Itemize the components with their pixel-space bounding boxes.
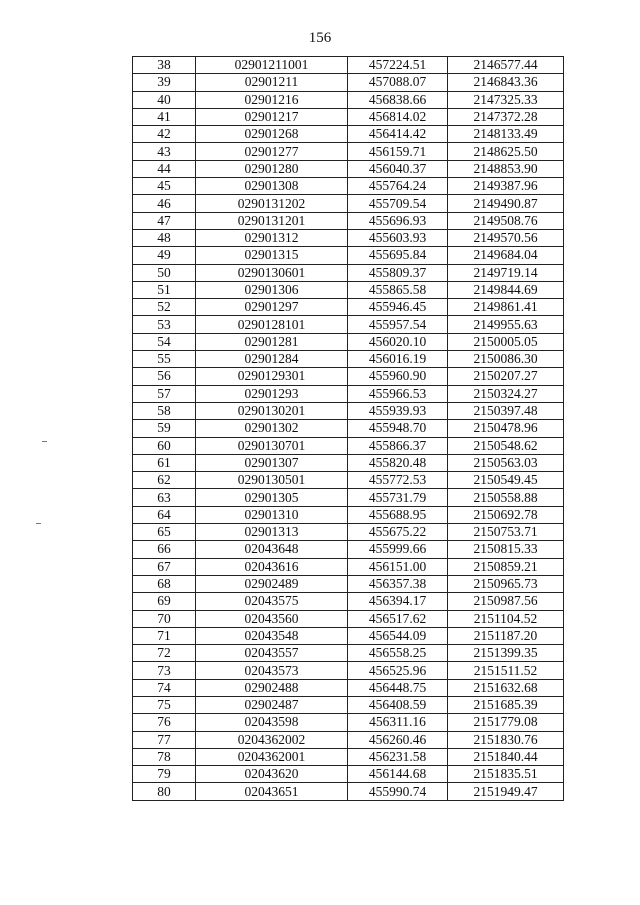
x-coordinate-cell: 456020.10 [348, 333, 448, 350]
point-id-cell: 02043548 [196, 627, 348, 644]
point-id-cell: 02901313 [196, 524, 348, 541]
point-id-cell: 02043573 [196, 662, 348, 679]
point-id-cell: 02901312 [196, 229, 348, 246]
y-coordinate-cell: 2150478.96 [448, 420, 564, 437]
x-coordinate-cell: 457224.51 [348, 57, 448, 74]
y-coordinate-cell: 2151949.47 [448, 783, 564, 800]
x-coordinate-cell: 456311.16 [348, 714, 448, 731]
y-coordinate-cell: 2150086.30 [448, 351, 564, 368]
table-row [133, 748, 564, 765]
table-row [133, 333, 564, 350]
y-coordinate-cell: 2150207.27 [448, 368, 564, 385]
y-coordinate-cell: 2149570.56 [448, 229, 564, 246]
row-number-cell: 53 [133, 316, 196, 333]
x-coordinate-cell: 455688.95 [348, 506, 448, 523]
row-number-cell: 64 [133, 506, 196, 523]
y-coordinate-cell: 2146843.36 [448, 74, 564, 91]
x-coordinate-cell: 457088.07 [348, 74, 448, 91]
y-coordinate-cell: 2150859.21 [448, 558, 564, 575]
x-coordinate-cell: 455957.54 [348, 316, 448, 333]
y-coordinate-cell: 2151830.76 [448, 731, 564, 748]
x-coordinate-cell: 456448.75 [348, 679, 448, 696]
table-row [133, 645, 564, 662]
point-id-cell: 02043557 [196, 645, 348, 662]
x-coordinate-cell: 456525.96 [348, 662, 448, 679]
row-number-cell: 61 [133, 454, 196, 471]
y-coordinate-cell: 2150563.03 [448, 454, 564, 471]
y-coordinate-cell: 2150549.45 [448, 472, 564, 489]
y-coordinate-cell: 2151399.35 [448, 645, 564, 662]
point-id-cell: 02901293 [196, 385, 348, 402]
row-number-cell: 45 [133, 178, 196, 195]
table-row [133, 558, 564, 575]
point-id-cell: 0290131201 [196, 212, 348, 229]
row-number-cell: 49 [133, 247, 196, 264]
x-coordinate-cell: 456357.38 [348, 575, 448, 592]
row-number-cell: 78 [133, 748, 196, 765]
x-coordinate-cell: 455966.53 [348, 385, 448, 402]
row-number-cell: 56 [133, 368, 196, 385]
point-id-cell: 0290128101 [196, 316, 348, 333]
x-coordinate-cell: 455865.58 [348, 281, 448, 298]
row-number-cell: 41 [133, 108, 196, 125]
x-coordinate-cell: 456016.19 [348, 351, 448, 368]
point-id-cell: 02901216 [196, 91, 348, 108]
x-coordinate-cell: 456414.42 [348, 126, 448, 143]
point-id-cell: 02901211001 [196, 57, 348, 74]
table-row [133, 385, 564, 402]
x-coordinate-cell: 455948.70 [348, 420, 448, 437]
row-number-cell: 62 [133, 472, 196, 489]
margin-mark [42, 441, 47, 442]
y-coordinate-cell: 2151840.44 [448, 748, 564, 765]
point-id-cell: 02043560 [196, 610, 348, 627]
row-number-cell: 50 [133, 264, 196, 281]
table-row [133, 247, 564, 264]
table-row [133, 281, 564, 298]
point-id-cell: 0204362002 [196, 731, 348, 748]
y-coordinate-cell: 2149861.41 [448, 299, 564, 316]
x-coordinate-cell: 456394.17 [348, 593, 448, 610]
point-id-cell: 02902488 [196, 679, 348, 696]
table-row [133, 351, 564, 368]
y-coordinate-cell: 2150965.73 [448, 575, 564, 592]
table-row [133, 575, 564, 592]
point-id-cell: 02901306 [196, 281, 348, 298]
row-number-cell: 58 [133, 402, 196, 419]
y-coordinate-cell: 2150753.71 [448, 524, 564, 541]
row-number-cell: 72 [133, 645, 196, 662]
y-coordinate-cell: 2149508.76 [448, 212, 564, 229]
row-number-cell: 79 [133, 766, 196, 783]
table-row [133, 714, 564, 731]
x-coordinate-cell: 455764.24 [348, 178, 448, 195]
x-coordinate-cell: 455820.48 [348, 454, 448, 471]
row-number-cell: 65 [133, 524, 196, 541]
table-row [133, 541, 564, 558]
y-coordinate-cell: 2149387.96 [448, 178, 564, 195]
table-row [133, 195, 564, 212]
x-coordinate-cell: 456151.00 [348, 558, 448, 575]
row-number-cell: 46 [133, 195, 196, 212]
point-id-cell: 02043598 [196, 714, 348, 731]
x-coordinate-cell: 455939.93 [348, 402, 448, 419]
table-row [133, 783, 564, 800]
table-row [133, 593, 564, 610]
table-row [133, 610, 564, 627]
x-coordinate-cell: 455866.37 [348, 437, 448, 454]
point-id-cell: 02901297 [196, 299, 348, 316]
point-id-cell: 02901315 [196, 247, 348, 264]
table-row [133, 627, 564, 644]
point-id-cell: 02043616 [196, 558, 348, 575]
row-number-cell: 57 [133, 385, 196, 402]
point-id-cell: 02901307 [196, 454, 348, 471]
x-coordinate-cell: 455675.22 [348, 524, 448, 541]
x-coordinate-cell: 456144.68 [348, 766, 448, 783]
point-id-cell: 02043575 [196, 593, 348, 610]
y-coordinate-cell: 2150558.88 [448, 489, 564, 506]
y-coordinate-cell: 2151104.52 [448, 610, 564, 627]
row-number-cell: 51 [133, 281, 196, 298]
point-id-cell: 02901277 [196, 143, 348, 160]
y-coordinate-cell: 2150548.62 [448, 437, 564, 454]
x-coordinate-cell: 456231.58 [348, 748, 448, 765]
x-coordinate-cell: 455696.93 [348, 212, 448, 229]
x-coordinate-cell: 456260.46 [348, 731, 448, 748]
y-coordinate-cell: 2150397.48 [448, 402, 564, 419]
table-row [133, 524, 564, 541]
x-coordinate-cell: 456838.66 [348, 91, 448, 108]
table-row [133, 299, 564, 316]
page-number: 156 [308, 30, 332, 46]
point-id-cell: 02902489 [196, 575, 348, 592]
point-id-cell: 0290130201 [196, 402, 348, 419]
row-number-cell: 73 [133, 662, 196, 679]
table-row [133, 731, 564, 748]
y-coordinate-cell: 2150815.33 [448, 541, 564, 558]
point-id-cell: 0290130501 [196, 472, 348, 489]
row-number-cell: 44 [133, 160, 196, 177]
table-row [133, 178, 564, 195]
x-coordinate-cell: 455695.84 [348, 247, 448, 264]
x-coordinate-cell: 455731.79 [348, 489, 448, 506]
y-coordinate-cell: 2151187.20 [448, 627, 564, 644]
row-number-cell: 66 [133, 541, 196, 558]
row-number-cell: 55 [133, 351, 196, 368]
table-row [133, 264, 564, 281]
table-body [133, 57, 564, 801]
point-id-cell: 02901280 [196, 160, 348, 177]
row-number-cell: 39 [133, 74, 196, 91]
row-number-cell: 42 [133, 126, 196, 143]
table-row [133, 472, 564, 489]
y-coordinate-cell: 2148853.90 [448, 160, 564, 177]
row-number-cell: 76 [133, 714, 196, 731]
x-coordinate-cell: 455960.90 [348, 368, 448, 385]
table-row [133, 316, 564, 333]
x-coordinate-cell: 456408.59 [348, 696, 448, 713]
point-id-cell: 0290130701 [196, 437, 348, 454]
y-coordinate-cell: 2151685.39 [448, 696, 564, 713]
table-row [133, 696, 564, 713]
y-coordinate-cell: 2150987.56 [448, 593, 564, 610]
table-row [133, 437, 564, 454]
point-id-cell: 02901308 [196, 178, 348, 195]
row-number-cell: 70 [133, 610, 196, 627]
point-id-cell: 02043648 [196, 541, 348, 558]
row-number-cell: 67 [133, 558, 196, 575]
point-id-cell: 02901268 [196, 126, 348, 143]
y-coordinate-cell: 2150005.05 [448, 333, 564, 350]
point-id-cell: 0290131202 [196, 195, 348, 212]
x-coordinate-cell: 456517.62 [348, 610, 448, 627]
row-number-cell: 68 [133, 575, 196, 592]
point-id-cell: 02901281 [196, 333, 348, 350]
table-row [133, 74, 564, 91]
y-coordinate-cell: 2149844.69 [448, 281, 564, 298]
row-number-cell: 71 [133, 627, 196, 644]
x-coordinate-cell: 456558.25 [348, 645, 448, 662]
y-coordinate-cell: 2151511.52 [448, 662, 564, 679]
row-number-cell: 60 [133, 437, 196, 454]
row-number-cell: 77 [133, 731, 196, 748]
y-coordinate-cell: 2149490.87 [448, 195, 564, 212]
y-coordinate-cell: 2149684.04 [448, 247, 564, 264]
point-id-cell: 02901211 [196, 74, 348, 91]
row-number-cell: 38 [133, 57, 196, 74]
point-id-cell: 0290130601 [196, 264, 348, 281]
x-coordinate-cell: 456544.09 [348, 627, 448, 644]
margin-mark [36, 523, 41, 524]
x-coordinate-cell: 455772.53 [348, 472, 448, 489]
table-row [133, 91, 564, 108]
row-number-cell: 74 [133, 679, 196, 696]
y-coordinate-cell: 2147372.28 [448, 108, 564, 125]
y-coordinate-cell: 2147325.33 [448, 91, 564, 108]
table-row [133, 368, 564, 385]
point-id-cell: 02901305 [196, 489, 348, 506]
y-coordinate-cell: 2151779.08 [448, 714, 564, 731]
point-id-cell: 02901302 [196, 420, 348, 437]
point-id-cell: 02043651 [196, 783, 348, 800]
x-coordinate-cell: 455809.37 [348, 264, 448, 281]
x-coordinate-cell: 456814.02 [348, 108, 448, 125]
y-coordinate-cell: 2146577.44 [448, 57, 564, 74]
y-coordinate-cell: 2151835.51 [448, 766, 564, 783]
table-row [133, 420, 564, 437]
table-row [133, 766, 564, 783]
table-row [133, 126, 564, 143]
table-row [133, 402, 564, 419]
table-row [133, 454, 564, 471]
point-id-cell: 02043620 [196, 766, 348, 783]
point-id-cell: 02902487 [196, 696, 348, 713]
row-number-cell: 75 [133, 696, 196, 713]
row-number-cell: 48 [133, 229, 196, 246]
table-row [133, 143, 564, 160]
point-id-cell: 02901284 [196, 351, 348, 368]
x-coordinate-cell: 456159.71 [348, 143, 448, 160]
row-number-cell: 59 [133, 420, 196, 437]
x-coordinate-cell: 455990.74 [348, 783, 448, 800]
table-row [133, 662, 564, 679]
y-coordinate-cell: 2149719.14 [448, 264, 564, 281]
x-coordinate-cell: 455999.66 [348, 541, 448, 558]
table-row [133, 229, 564, 246]
table-row [133, 506, 564, 523]
row-number-cell: 54 [133, 333, 196, 350]
x-coordinate-cell: 455946.45 [348, 299, 448, 316]
row-number-cell: 69 [133, 593, 196, 610]
row-number-cell: 47 [133, 212, 196, 229]
point-id-cell: 02901217 [196, 108, 348, 125]
row-number-cell: 63 [133, 489, 196, 506]
table-row [133, 160, 564, 177]
table-row [133, 489, 564, 506]
y-coordinate-cell: 2151632.68 [448, 679, 564, 696]
x-coordinate-cell: 455603.93 [348, 229, 448, 246]
table-row [133, 679, 564, 696]
point-id-cell: 0204362001 [196, 748, 348, 765]
y-coordinate-cell: 2148625.50 [448, 143, 564, 160]
row-number-cell: 52 [133, 299, 196, 316]
y-coordinate-cell: 2150324.27 [448, 385, 564, 402]
row-number-cell: 43 [133, 143, 196, 160]
y-coordinate-cell: 2149955.63 [448, 316, 564, 333]
point-id-cell: 0290129301 [196, 368, 348, 385]
coordinates-table [132, 56, 564, 801]
table-row [133, 108, 564, 125]
y-coordinate-cell: 2150692.78 [448, 506, 564, 523]
y-coordinate-cell: 2148133.49 [448, 126, 564, 143]
point-id-cell: 02901310 [196, 506, 348, 523]
x-coordinate-cell: 456040.37 [348, 160, 448, 177]
table-row [133, 57, 564, 74]
x-coordinate-cell: 455709.54 [348, 195, 448, 212]
table-row [133, 212, 564, 229]
row-number-cell: 80 [133, 783, 196, 800]
row-number-cell: 40 [133, 91, 196, 108]
